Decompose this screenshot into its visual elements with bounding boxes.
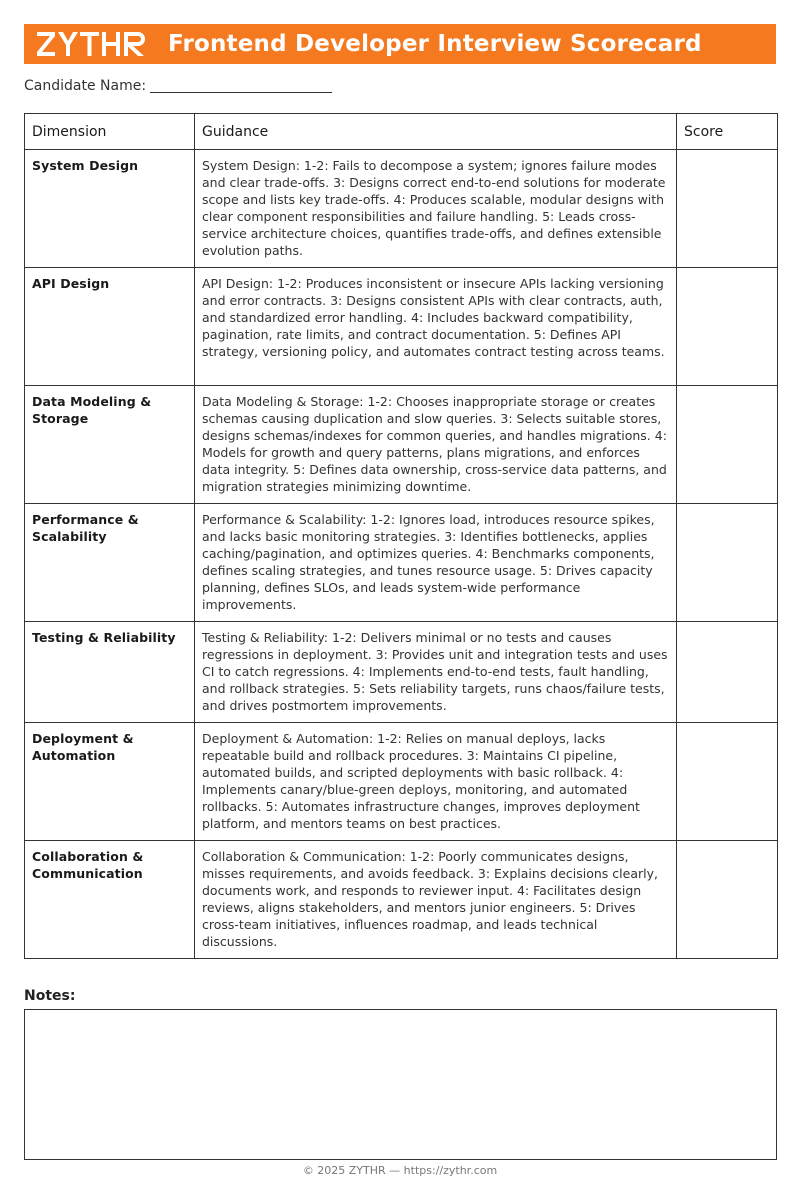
score-cell[interactable]	[677, 504, 778, 622]
footer-copyright: © 2025 ZYTHR — https://zythr.com	[302, 1164, 498, 1177]
table-row	[25, 268, 778, 386]
dimension-cell: Data Modeling & Storage	[25, 386, 195, 504]
table-row	[25, 841, 778, 959]
guidance-cell: API Design: 1-2: Produces inconsistent or insecure APIs lacking versioning and error contracts. 3: Designs consistent APIs with clear contracts, auth, and standardized error handling. 4: Includes backward compatibility, pagination, rate limits, and contract documentation. 5: Defines API strategy, versioning policy, and automates contract testing across teams.	[195, 268, 677, 386]
score-cell[interactable]	[677, 723, 778, 841]
dimension-cell: Deployment & Automation	[25, 723, 195, 841]
guidance-cell: System Design: 1-2: Fails to decompose a system; ignores failure modes and clear trade-offs. 3: Designs correct end-to-end solutions for moderate scope and lists key trade-offs. 4: Produces scalable, modular designs with clear component responsibilities and failure handling. 5: Leads cross-service architecture choices, quantifies trade-offs, and defines extensible evolution paths.	[195, 150, 677, 268]
notes-box[interactable]	[24, 1009, 777, 1160]
table-row	[25, 723, 778, 841]
dimension-cell: API Design	[25, 268, 195, 386]
header-banner	[24, 24, 776, 64]
score-cell[interactable]	[677, 386, 778, 504]
guidance-cell: Performance & Scalability: 1-2: Ignores load, introduces resource spikes, and lacks basic monitoring strategies. 3: Identifies bottlenecks, applies caching/pagination, and optimizes queries. 4: Benchmarks components, defines scaling strategies, and tunes resource usage. 5: Drives capacity planning, defines SLOs, and leads system-wide performance improvements.	[195, 504, 677, 622]
dimension-cell: Collaboration & Communication	[25, 841, 195, 959]
table-row	[25, 622, 778, 723]
guidance-cell: Collaboration & Communication: 1-2: Poorly communicates designs, misses requirements, and avoids feedback. 3: Explains decisions clearly, documents work, and responds to reviewer input. 4: Facilitates design reviews, aligns stakeholders, and mentors junior engineers. 5: Drives cross-team initiatives, influences roadmap, and leads technical discussions.	[195, 841, 677, 959]
zythr-logo	[36, 30, 148, 58]
column-header-score: Score	[677, 114, 778, 150]
dimension-cell: Performance & Scalability	[25, 504, 195, 622]
guidance-cell: Testing & Reliability: 1-2: Delivers minimal or no tests and causes regressions in deployment. 3: Provides unit and integration tests and uses CI to catch regressions. 4: Implements end-to-end tests, fault handling, and rollback strategies. 5: Sets reliability targets, runs chaos/failure tests, and drives postmortem improvements.	[195, 622, 677, 723]
score-cell[interactable]	[677, 268, 778, 386]
candidate-name-input-line[interactable]	[150, 78, 332, 93]
dimension-cell: System Design	[25, 150, 195, 268]
candidate-name-label: Candidate Name:	[24, 78, 147, 94]
column-header-dimension: Dimension	[25, 114, 195, 150]
score-cell[interactable]	[677, 841, 778, 959]
guidance-cell: Data Modeling & Storage: 1-2: Chooses inappropriate storage or creates schemas causing duplication and slow queries. 3: Selects suitable stores, designs schemas/indexes for common queries, and handles migrations. 4: Models for growth and query patterns, plans migrations, and enforces data integrity. 5: Defines data ownership, cross-service data patterns, and migration strategies minimizing downtime.	[195, 386, 677, 504]
guidance-cell: Deployment & Automation: 1-2: Relies on manual deploys, lacks repeatable build and rollback procedures. 3: Maintains CI pipeline, automated builds, and scripted deployments with basic rollback. 4: Implements canary/blue-green deploys, monitoring, and automated rollbacks. 5: Automates infrastructure changes, improves deployment platform, and mentors teams on best practices.	[195, 723, 677, 841]
scorecard-table	[24, 113, 778, 959]
table-row	[25, 150, 778, 268]
column-header-guidance: Guidance	[195, 114, 677, 150]
table-row	[25, 504, 778, 622]
table-row	[25, 386, 778, 504]
page-title: Frontend Developer Interview Scorecard	[168, 31, 702, 57]
candidate-name-field	[24, 78, 332, 94]
score-cell[interactable]	[677, 622, 778, 723]
score-cell[interactable]	[677, 150, 778, 268]
table-header-row	[25, 114, 778, 150]
dimension-cell: Testing & Reliability	[25, 622, 195, 723]
notes-label: Notes:	[24, 988, 76, 1004]
